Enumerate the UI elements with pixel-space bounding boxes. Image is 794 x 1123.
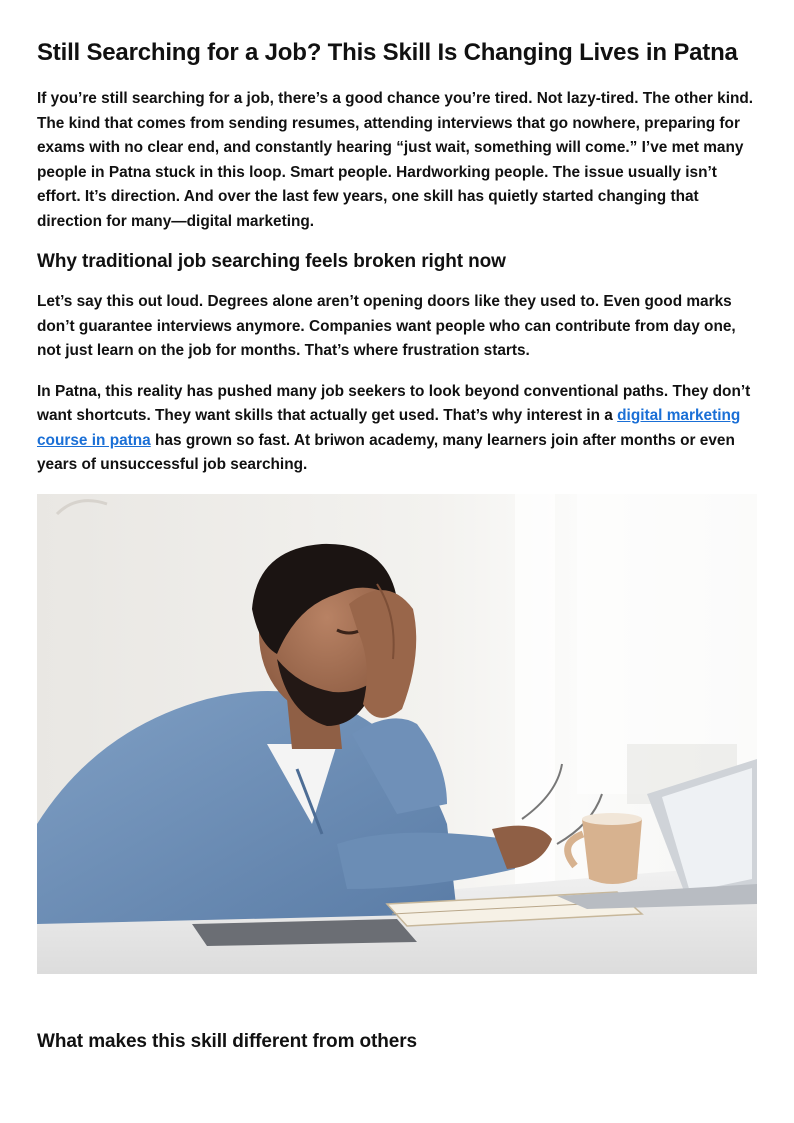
tired-job-seeker-photo xyxy=(37,494,757,974)
section-heading-skill-difference: What makes this skill different from others xyxy=(37,1030,418,1052)
digital-marketing-course-link[interactable]: digital marketing course in patna xyxy=(37,407,741,449)
job-search-paragraph-2 xyxy=(37,380,757,478)
photo-illustration xyxy=(37,494,757,974)
section-heading-job-search: Why traditional job searching feels broken right now xyxy=(37,251,506,272)
paragraph-text-before-link: In Patna, this reality has pushed many job seekers to look beyond conventional paths. They don’t want shortcuts. They want skills that actually get used. That’s why interest in a xyxy=(37,382,751,424)
intro-paragraph: If you’re still searching for a job, there’s a good chance you’re tired. Not lazy-tired. The other kind. The kind that comes from sending resumes, attending interviews that go nowhere, preparing for exams with no clear end, and constantly hearing “just wait, something will come.” I’ve met many people in Patna stuck in this loop. Smart people. Hardworking people. The issue usually isn’t effort. It’s direction. And over the last few years, one skill has quietly started changing that direction for many—digital marketing. xyxy=(37,90,754,230)
paragraph-text-after-link: has grown so fast. At briwon academy, many learners join after months or even years of unsuccessful job searching. xyxy=(37,431,735,473)
article-title: Still Searching for a Job? This Skill Is Changing Lives in Patna xyxy=(37,39,738,66)
job-search-paragraph-1: Let’s say this out loud. Degrees alone aren’t opening doors like they used to. Even good marks don’t guarantee interviews anymore. Companies want people who can contribute from day one, not just learn on the job for months. That’s where frustration starts. xyxy=(37,293,736,359)
